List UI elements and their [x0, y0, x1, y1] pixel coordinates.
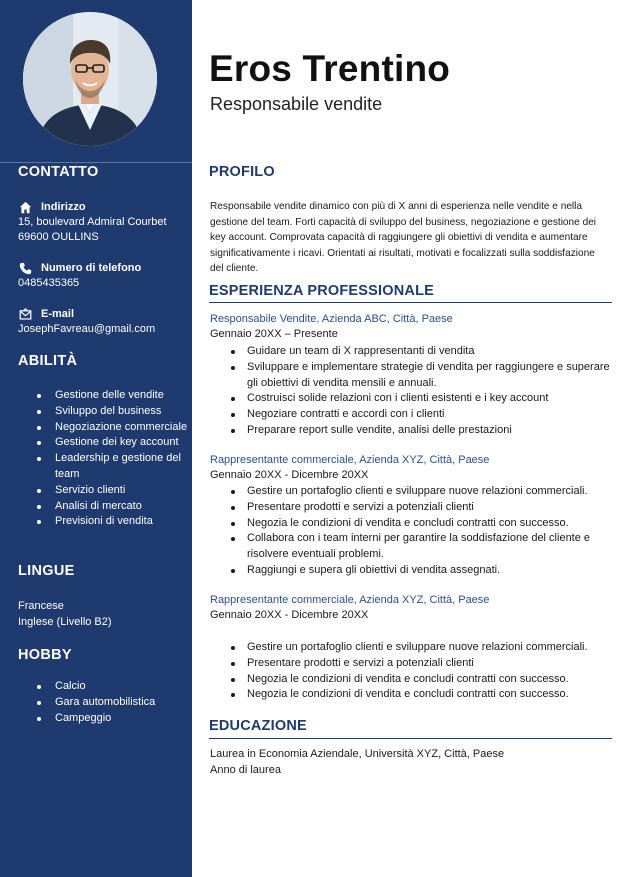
- phone-icon: [18, 262, 32, 275]
- home-icon: [18, 201, 32, 214]
- experience-rule: [209, 302, 612, 303]
- email-label: E-mail: [41, 308, 75, 320]
- language-item: Francese: [18, 600, 64, 612]
- job-bullets: [210, 344, 612, 439]
- candidate-name: Eros Trentino: [209, 48, 451, 89]
- job-bullets: [210, 484, 612, 579]
- hobby-item: Gara automobilistica: [18, 695, 190, 711]
- job-bullet: Preparare report sulle vendite, analisi delle prestazioni: [210, 423, 612, 439]
- experience-heading: ESPERIENZA PROFESSIONALE: [209, 283, 435, 299]
- skill-item: Previsioni di vendita: [18, 514, 190, 530]
- job-bullet: Negozia le condizioni di vendita e concludi contratti con successo.: [210, 687, 612, 703]
- sidebar: [0, 0, 192, 877]
- skill-item: Gestione delle vendite: [18, 388, 190, 404]
- job-date: Gennaio 20XX – Presente: [210, 328, 338, 340]
- phone-label: Numero di telefono: [41, 262, 142, 274]
- job-bullet: Sviluppare e implementare strategie di vendita per raggiungere e superare gli obiettivi di vendita mensili e annuali.: [210, 360, 612, 392]
- email-value[interactable]: JosephFavreau@gmail.com: [18, 323, 156, 335]
- address-line-1: 15, boulevard Admiral Courbet: [18, 216, 167, 228]
- job-bullet: Guidare un team di X rappresentanti di vendita: [210, 344, 612, 360]
- address-line-2: 69600 OULLINS: [18, 231, 99, 243]
- education-year: Anno di laurea: [210, 764, 281, 776]
- job-bullet: Presentare prodotti e servizi a potenziali clienti: [210, 500, 612, 516]
- job-bullet: Raggiungi e supera gli obiettivi di vendita assegnati.: [210, 563, 612, 579]
- skill-item: Gestione dei key account: [18, 435, 190, 451]
- job-date: Gennaio 20XX - Dicembre 20XX: [210, 469, 369, 481]
- skill-item: Servizio clienti: [18, 483, 190, 499]
- education-rule: [209, 738, 612, 739]
- contact-heading: CONTATTO: [18, 164, 99, 180]
- job-date: Gennaio 20XX - Dicembre 20XX: [210, 609, 369, 621]
- skill-item: Sviluppo del business: [18, 404, 190, 420]
- skill-item: Negoziazione commerciale: [18, 420, 190, 436]
- contact-phone: [18, 261, 188, 291]
- contact-address: [18, 200, 188, 245]
- education-heading: EDUCAZIONE: [209, 718, 307, 734]
- hobbies-heading: HOBBY: [18, 647, 72, 663]
- contact-email: [18, 307, 188, 337]
- address-label: Indirizzo: [41, 201, 86, 213]
- job-bullet: Negoziare contratti e accordi con i clienti: [210, 407, 612, 423]
- profile-heading: PROFILO: [209, 164, 275, 180]
- email-icon: [18, 308, 32, 321]
- job-bullet: Collabora con i team interni per garantire la soddisfazione del cliente e risolvere eventuali problemi.: [210, 531, 612, 563]
- job-bullet: Negozia le condizioni di vendita e concludi contratti con successo.: [210, 672, 612, 688]
- education-degree: Laurea in Economia Aziendale, Università XYZ, Città, Paese: [210, 748, 505, 760]
- job-title: Rappresentante commerciale, Azienda XYZ, Città, Paese: [210, 454, 490, 466]
- languages-list: [18, 599, 112, 630]
- phone-value[interactable]: 0485435365: [18, 277, 80, 289]
- candidate-role: Responsabile vendite: [210, 94, 383, 114]
- sidebar-divider: [0, 162, 192, 163]
- job-bullet: Gestire un portafoglio clienti e sviluppare nuove relazioni commerciali.: [210, 484, 612, 500]
- job-bullet: Presentare prodotti e servizi a potenziali clienti: [210, 656, 612, 672]
- hobby-item: Campeggio: [18, 711, 190, 727]
- job-bullet: Negozia le condizioni di vendita e concludi contratti con successo.: [210, 516, 612, 532]
- skills-heading: ABILITÀ: [18, 353, 78, 369]
- job-bullet: Gestire un portafoglio clienti e sviluppare nuove relazioni commerciali.: [210, 640, 612, 656]
- job-title: Rappresentante commerciale, Azienda XYZ, Città, Paese: [210, 594, 490, 606]
- hobby-item: Calcio: [18, 679, 190, 695]
- job-bullet: Costruisci solide relazioni con i clienti esistenti e i key account: [210, 391, 612, 407]
- hobbies-list: [18, 679, 190, 726]
- job-bullets: [210, 640, 612, 703]
- skill-item: Leadership e gestione del team: [18, 451, 190, 483]
- languages-heading: LINGUE: [18, 563, 75, 579]
- profile-text: Responsabile vendite dinamico con più di X anni di esperienza nelle vendite e nella gestione del team. Forti capacità di sviluppo del business, negoziazione e gestione dei key account. Comprovata capacità di raggiungere gli obiettivi di vendita e aumentare significativamente i ricavi. Orientati ai risultati, motivati e focalizzati sulla soddisfazione del cliente.: [210, 201, 597, 275]
- profile-photo: [23, 12, 157, 146]
- job-title: Responsabile Vendite, Azienda ABC, Città, Paese: [210, 313, 453, 325]
- language-item: Inglese (Livello B2): [18, 615, 112, 628]
- skill-item: Analisi di mercato: [18, 499, 190, 515]
- skills-list: [18, 388, 190, 530]
